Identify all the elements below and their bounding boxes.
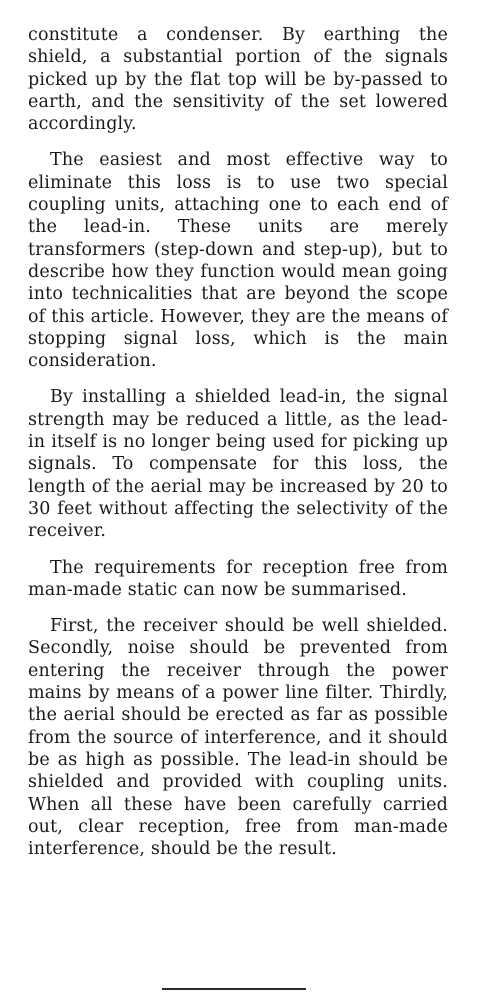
- paragraph-condenser: constitute a condenser. By earthing the shield, a substantial portion of the signals picked up by the flat top will be by-passed to earth, and the sensitivity of the set lowered accordingly.: [28, 25, 448, 135]
- article-column: [28, 24, 448, 874]
- end-rule: [162, 988, 306, 990]
- paragraph-summary-steps: First, the receiver should be well shielded. Secondly, noise should be prevented from entering the receiver through the power mains by means of a power line filter. Thirdly, the aerial should be erected as far as possible from the source of interference, and it should be as high as possible. The lead-in should be shielded and provided with coupling units. When all these have been carefully carried out, clear reception, free from man-made interference, should be the result.: [28, 616, 448, 860]
- paragraph-coupling-units: The easiest and most effective way to eliminate this loss is to use two special coupling units, attaching one to each end of the lead-in. These units are merely transformers (step-down and step-up), but to describe how they function would mean going into technicalities that are beyond the scope of this article. However, they are the means of stopping signal loss, which is the main consideration.: [28, 150, 448, 372]
- paragraph-shielded-lead-in: By installing a shielded lead-in, the signal strength may be reduced a little, as the lead-in itself is no longer being used for picking up signals. To compensate for this loss, the length of the aerial may be increased by 20 to 30 feet without affecting the selectivity of the receiver.: [28, 387, 448, 542]
- paragraph-requirements: The requirements for reception free from man-made static can now be summarised.: [28, 557, 448, 600]
